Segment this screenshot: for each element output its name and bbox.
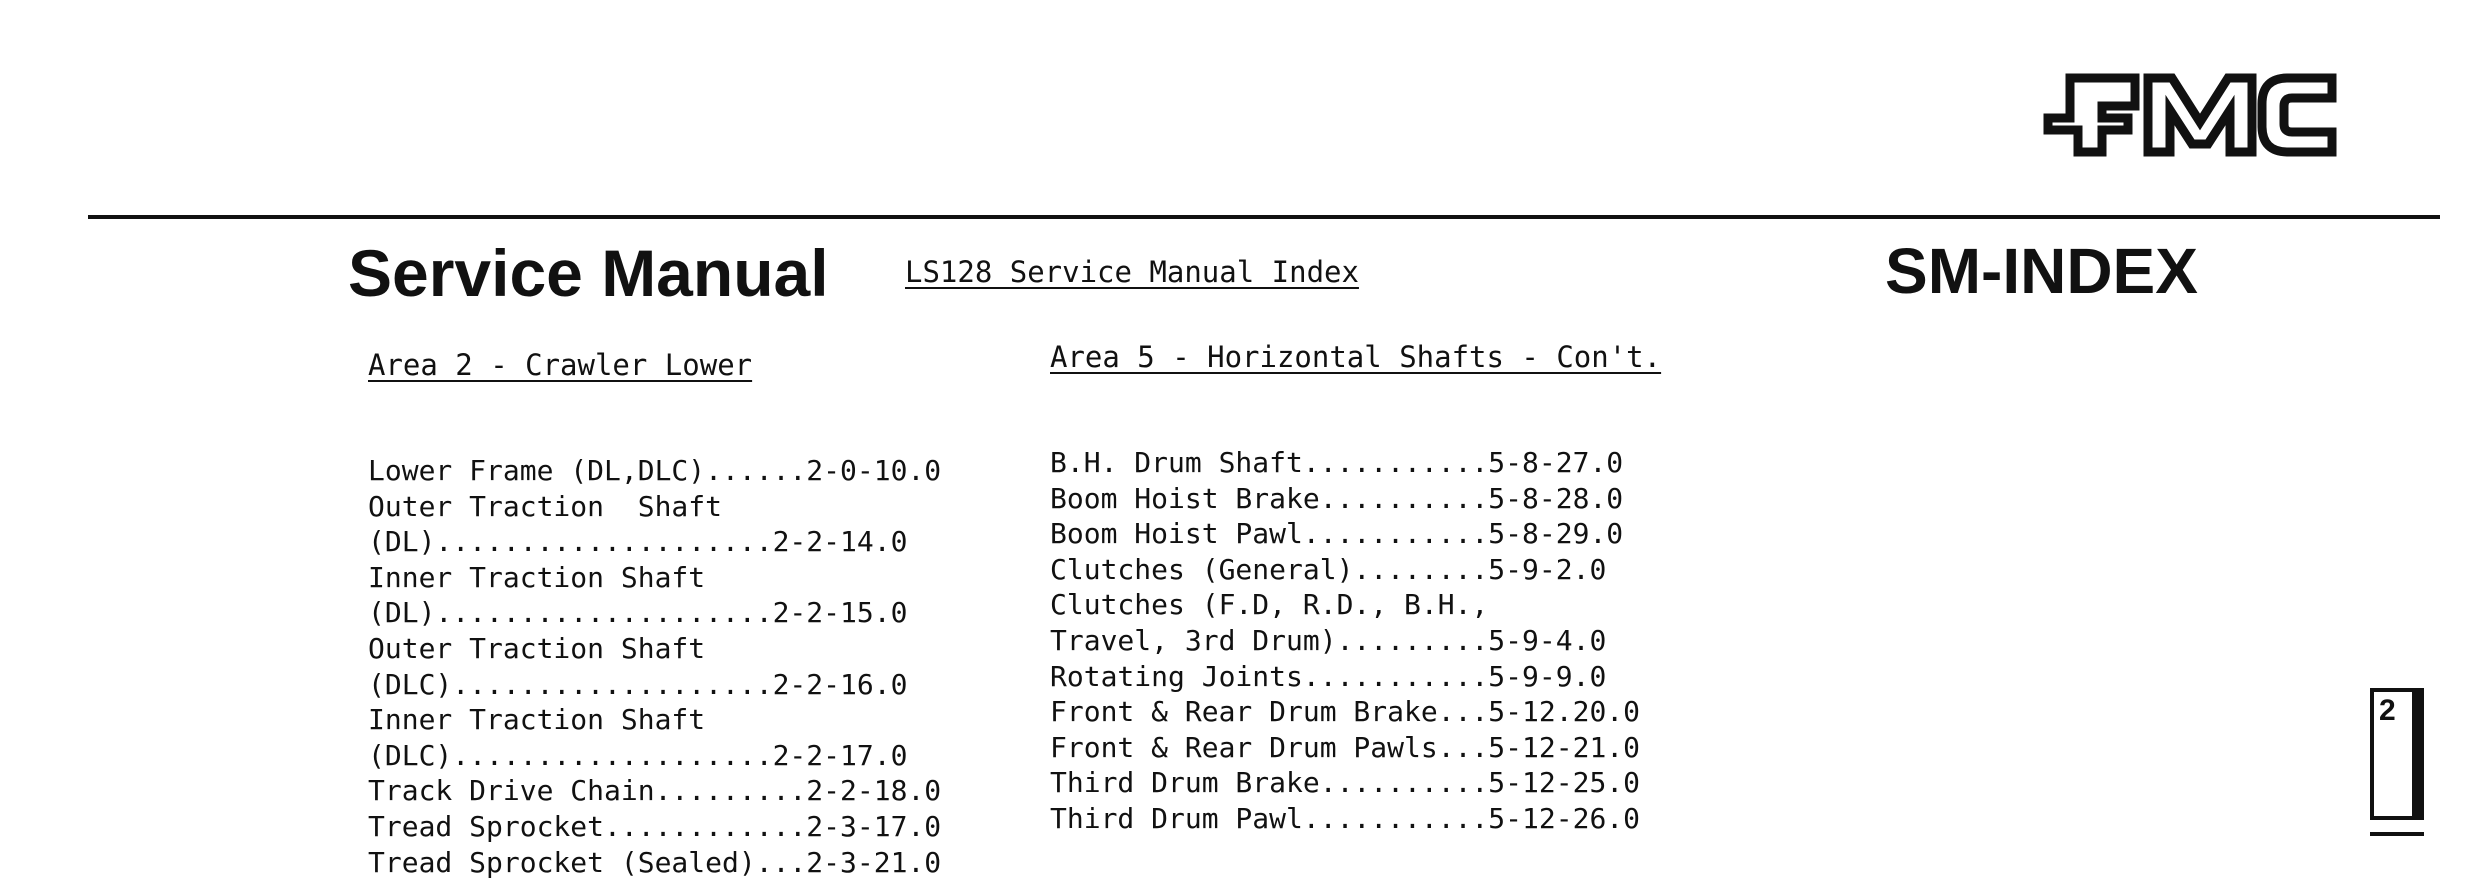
index-entry: (DL)....................2-2-14.0 [368, 525, 908, 559]
right-index-column [1050, 337, 1661, 837]
page-subtitle: LS128 Service Manual Index [905, 255, 1359, 289]
index-entry: Boom Hoist Pawl...........5-8-29.0 [1050, 517, 1624, 551]
index-entry: Clutches (General)........5-9-2.0 [1050, 552, 1607, 586]
index-entry: Tread Sprocket............2-3-17.0 [368, 809, 942, 843]
index-entry: Inner Traction Shaft [368, 560, 706, 594]
document-code: SM-INDEX [1885, 235, 2198, 307]
index-entry: (DL)....................2-2-15.0 [368, 596, 908, 630]
index-entry: Travel, 3rd Drum).........5-9-4.0 [1050, 623, 1607, 657]
index-entry: Third Drum Brake..........5-12-25.0 [1050, 766, 1641, 800]
index-entry: Front & Rear Drum Brake...5-12.20.0 [1050, 695, 1641, 729]
index-entry: Boom Hoist Brake..........5-8-28.0 [1050, 481, 1624, 515]
index-entry: (DLC)...................2-2-17.0 [368, 738, 908, 772]
index-entry: Outer Traction Shaft [368, 489, 723, 523]
index-entry: (DLC)...................2-2-16.0 [368, 667, 908, 701]
index-entry: Lower Frame (DL,DLC)......2-0-10.0 [368, 454, 942, 487]
index-list [368, 453, 941, 880]
page-title: Service Manual [348, 236, 829, 310]
index-entry: Outer Traction Shaft [368, 631, 706, 665]
index-entry: Clutches (F.D, R.D., B.H., [1050, 588, 1489, 622]
index-entry: Rotating Joints...........5-9-9.0 [1050, 659, 1607, 693]
index-entry: Front & Rear Drum Pawls...5-12-21.0 [1050, 730, 1641, 764]
area-heading: Area 2 - Crawler Lower [368, 348, 753, 382]
left-index-column [368, 345, 941, 880]
index-entry: B.H. Drum Shaft...........5-8-27.0 [1050, 446, 1624, 479]
fmc-logo [2040, 70, 2340, 160]
section-tab-edge [2370, 832, 2424, 844]
index-list [1050, 445, 1661, 837]
index-entry: Inner Traction Shaft [368, 703, 706, 737]
index-entry: Tread Sprocket (Sealed)...2-3-21.0 [368, 845, 942, 879]
area-heading: Area 5 - Horizontal Shafts - Con't. [1050, 340, 1662, 374]
section-tab-label: 2 [2379, 694, 2396, 727]
section-tab [2370, 688, 2424, 820]
index-entry: Track Drive Chain.........2-2-18.0 [368, 774, 942, 808]
index-entry: Third Drum Pawl...........5-12-26.0 [1050, 801, 1641, 835]
